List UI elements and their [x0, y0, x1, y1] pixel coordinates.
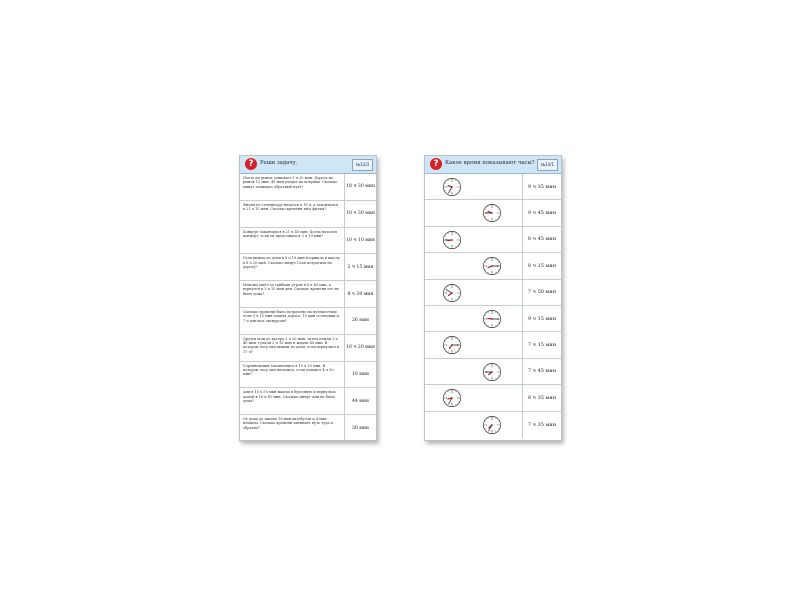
answer-cell[interactable]: 26 мин — [351, 318, 369, 324]
clock-face-icon — [481, 414, 503, 436]
problem-text: От дома до школы 18 мин автобусом и 4 мин пешком. Сколько времени занимает путь туда и обратно? — [243, 417, 333, 430]
svg-text:3: 3 — [456, 291, 459, 295]
problem-text: Концерт закончился в 21 ч 40 мин. Когда начался концерт, если он продолжался 3 ч 10 мин? — [243, 229, 338, 238]
table-row — [425, 385, 561, 411]
problem-text: Соревнования закончились в 15 ч 10 мин. В котором часу они начались, если длились 4 ч 50 мин? — [243, 363, 334, 377]
table-row — [240, 254, 376, 281]
svg-text:12: 12 — [490, 416, 494, 420]
clock-face-icon — [481, 308, 503, 330]
clock-face-icon — [441, 176, 463, 198]
svg-text:9: 9 — [485, 370, 488, 374]
svg-text:9: 9 — [445, 344, 448, 348]
svg-text:3: 3 — [496, 265, 499, 269]
table-row — [425, 332, 561, 358]
question-mark-icon: ? — [245, 158, 257, 170]
problem-text: Фильм по телевизору начался в 19 ч, а закончился в 21 ч 15 мин. Сколько времени шёл фильм? — [243, 202, 339, 212]
clocks-card — [424, 155, 562, 441]
question-mark-icon: ? — [430, 158, 442, 170]
table-row — [240, 308, 376, 335]
svg-text:12: 12 — [450, 232, 454, 236]
table-row — [425, 412, 561, 438]
svg-text:12: 12 — [450, 337, 454, 341]
card-header — [425, 156, 561, 174]
answer-cell[interactable]: 10 ч 30 мин — [346, 211, 375, 217]
answer-cell[interactable]: 8 ч 30 мин — [347, 291, 374, 297]
table-row — [240, 335, 376, 362]
answer-cell[interactable]: 2 ч 15 мин — [347, 264, 374, 270]
svg-text:3: 3 — [496, 370, 499, 374]
svg-text:6: 6 — [491, 218, 493, 222]
clock-face-icon — [441, 282, 463, 304]
clock-face-icon — [481, 361, 503, 383]
answer-cell[interactable]: 18 ч 30 мин — [346, 184, 375, 190]
svg-text:9: 9 — [445, 185, 448, 189]
card-code-badge: №13/3 — [352, 159, 373, 171]
card-code-badge: №13/1 — [537, 159, 558, 171]
clock-face-icon — [481, 255, 503, 277]
svg-text:12: 12 — [490, 205, 494, 209]
svg-text:6: 6 — [451, 350, 453, 354]
svg-text:12: 12 — [490, 258, 494, 262]
problem-text: Максим ушёл за грибами утром в 6 ч 40 мин, а вернулся в 3 ч 10 мин дня. Сколько времени его не было дома? — [243, 283, 339, 296]
problem-text: Галя вышла из дома в 8 ч 10 мин и пришла в школу в 8 ч 20 мин. Сколько минут Галя потратила на дорогу? — [243, 256, 340, 269]
card-title: Реши задачу. — [260, 160, 298, 166]
svg-text:3: 3 — [456, 344, 459, 348]
answer-cell[interactable]: 10 ч 10 мин — [346, 237, 375, 243]
table-row — [425, 306, 561, 332]
problem-text: Сколько времени было потрачено на путешествие, если 5 ч 15 мин заняла дорога, 15 мин остановки и 7 ч длилась экскурсия? — [243, 309, 339, 323]
clock-face-icon — [441, 387, 463, 409]
svg-text:6: 6 — [491, 376, 493, 380]
table-row — [240, 174, 376, 201]
table-row — [425, 227, 561, 253]
svg-text:6: 6 — [491, 429, 493, 433]
problem-text: Поезд на рынок занимает 1 ч 30 мин. Дорога на рынок 15 мин, 45 мин уходит на покупки. Сколько минут занимает обратный путь? — [243, 176, 338, 189]
answer-cell[interactable]: 8 ч 45 мин — [527, 236, 557, 243]
problems-table — [240, 174, 376, 441]
table-row — [425, 280, 561, 306]
problems-card — [239, 155, 377, 441]
svg-text:9: 9 — [485, 265, 488, 269]
svg-text:9: 9 — [445, 291, 448, 295]
svg-text:9: 9 — [445, 397, 448, 401]
answer-cell[interactable]: 44 мин — [351, 398, 369, 404]
table-row — [240, 415, 376, 441]
table-row — [240, 228, 376, 255]
card-header — [240, 156, 376, 174]
answer-cell[interactable]: 7 ч 50 мин — [527, 289, 557, 296]
svg-text:9: 9 — [485, 317, 488, 321]
answer-cell[interactable]: 8 ч 15 мин — [527, 262, 557, 269]
svg-text:3: 3 — [456, 397, 459, 401]
svg-text:12: 12 — [490, 364, 494, 368]
svg-text:9: 9 — [485, 212, 488, 216]
table-row — [240, 201, 376, 228]
svg-text:6: 6 — [451, 244, 453, 248]
svg-text:3: 3 — [496, 317, 499, 321]
card-title: Какое время показывают часы? — [445, 160, 535, 166]
svg-text:3: 3 — [456, 185, 459, 189]
clocks-table — [425, 174, 561, 438]
svg-text:12: 12 — [450, 284, 454, 288]
svg-text:9: 9 — [445, 238, 448, 242]
clock-face-icon — [441, 334, 463, 356]
svg-text:6: 6 — [451, 403, 453, 407]
table-row — [240, 362, 376, 389]
table-row — [240, 388, 376, 415]
answer-cell[interactable]: 8 ч 35 мин — [527, 394, 557, 401]
svg-text:6: 6 — [491, 324, 493, 328]
clock-face-icon — [481, 202, 503, 224]
answer-cell[interactable]: 10 ч 20 мин — [346, 345, 375, 351]
answer-cell[interactable]: 9 ч 35 мин — [527, 183, 557, 190]
svg-text:6: 6 — [451, 297, 453, 301]
clock-face-icon — [441, 229, 463, 251]
answer-cell[interactable]: 9 ч 45 мин — [527, 210, 557, 217]
svg-text:12: 12 — [450, 179, 454, 183]
problem-text: Аня в 15 ч 55 мин вышла в булочную и вернулась домой в 16 ч 41 мин. Сколько минут Ани не было дома? — [243, 390, 336, 403]
answer-cell[interactable]: 7 ч 35 мин — [527, 421, 557, 428]
answer-cell[interactable]: 30 мин — [351, 426, 369, 432]
table-row — [425, 174, 561, 200]
table-row — [425, 200, 561, 226]
svg-text:3: 3 — [496, 423, 499, 427]
table-row — [425, 253, 561, 279]
answer-cell[interactable]: 7 ч 15 мин — [527, 342, 557, 349]
problem-text: Друзья шли до катера 1 ч 20 мин, затем плыли 2 ч 40 мин, гуляли 2 ч 10 мин и ждали 40 мин. В котором часу они вышли из дома, если вернулись в 17 ч? — [243, 336, 340, 354]
answer-cell[interactable]: 9 ч 15 мин — [527, 315, 557, 322]
svg-text:6: 6 — [451, 192, 453, 196]
answer-cell[interactable]: 10 мин — [351, 371, 369, 377]
answer-cell[interactable]: 7 ч 45 мин — [527, 368, 557, 375]
svg-text:12: 12 — [450, 390, 454, 394]
svg-text:9: 9 — [485, 423, 488, 427]
svg-text:6: 6 — [491, 271, 493, 275]
svg-text:12: 12 — [490, 311, 494, 315]
table-row — [240, 281, 376, 308]
svg-text:3: 3 — [496, 212, 499, 216]
table-row — [425, 359, 561, 385]
svg-text:3: 3 — [456, 238, 459, 242]
